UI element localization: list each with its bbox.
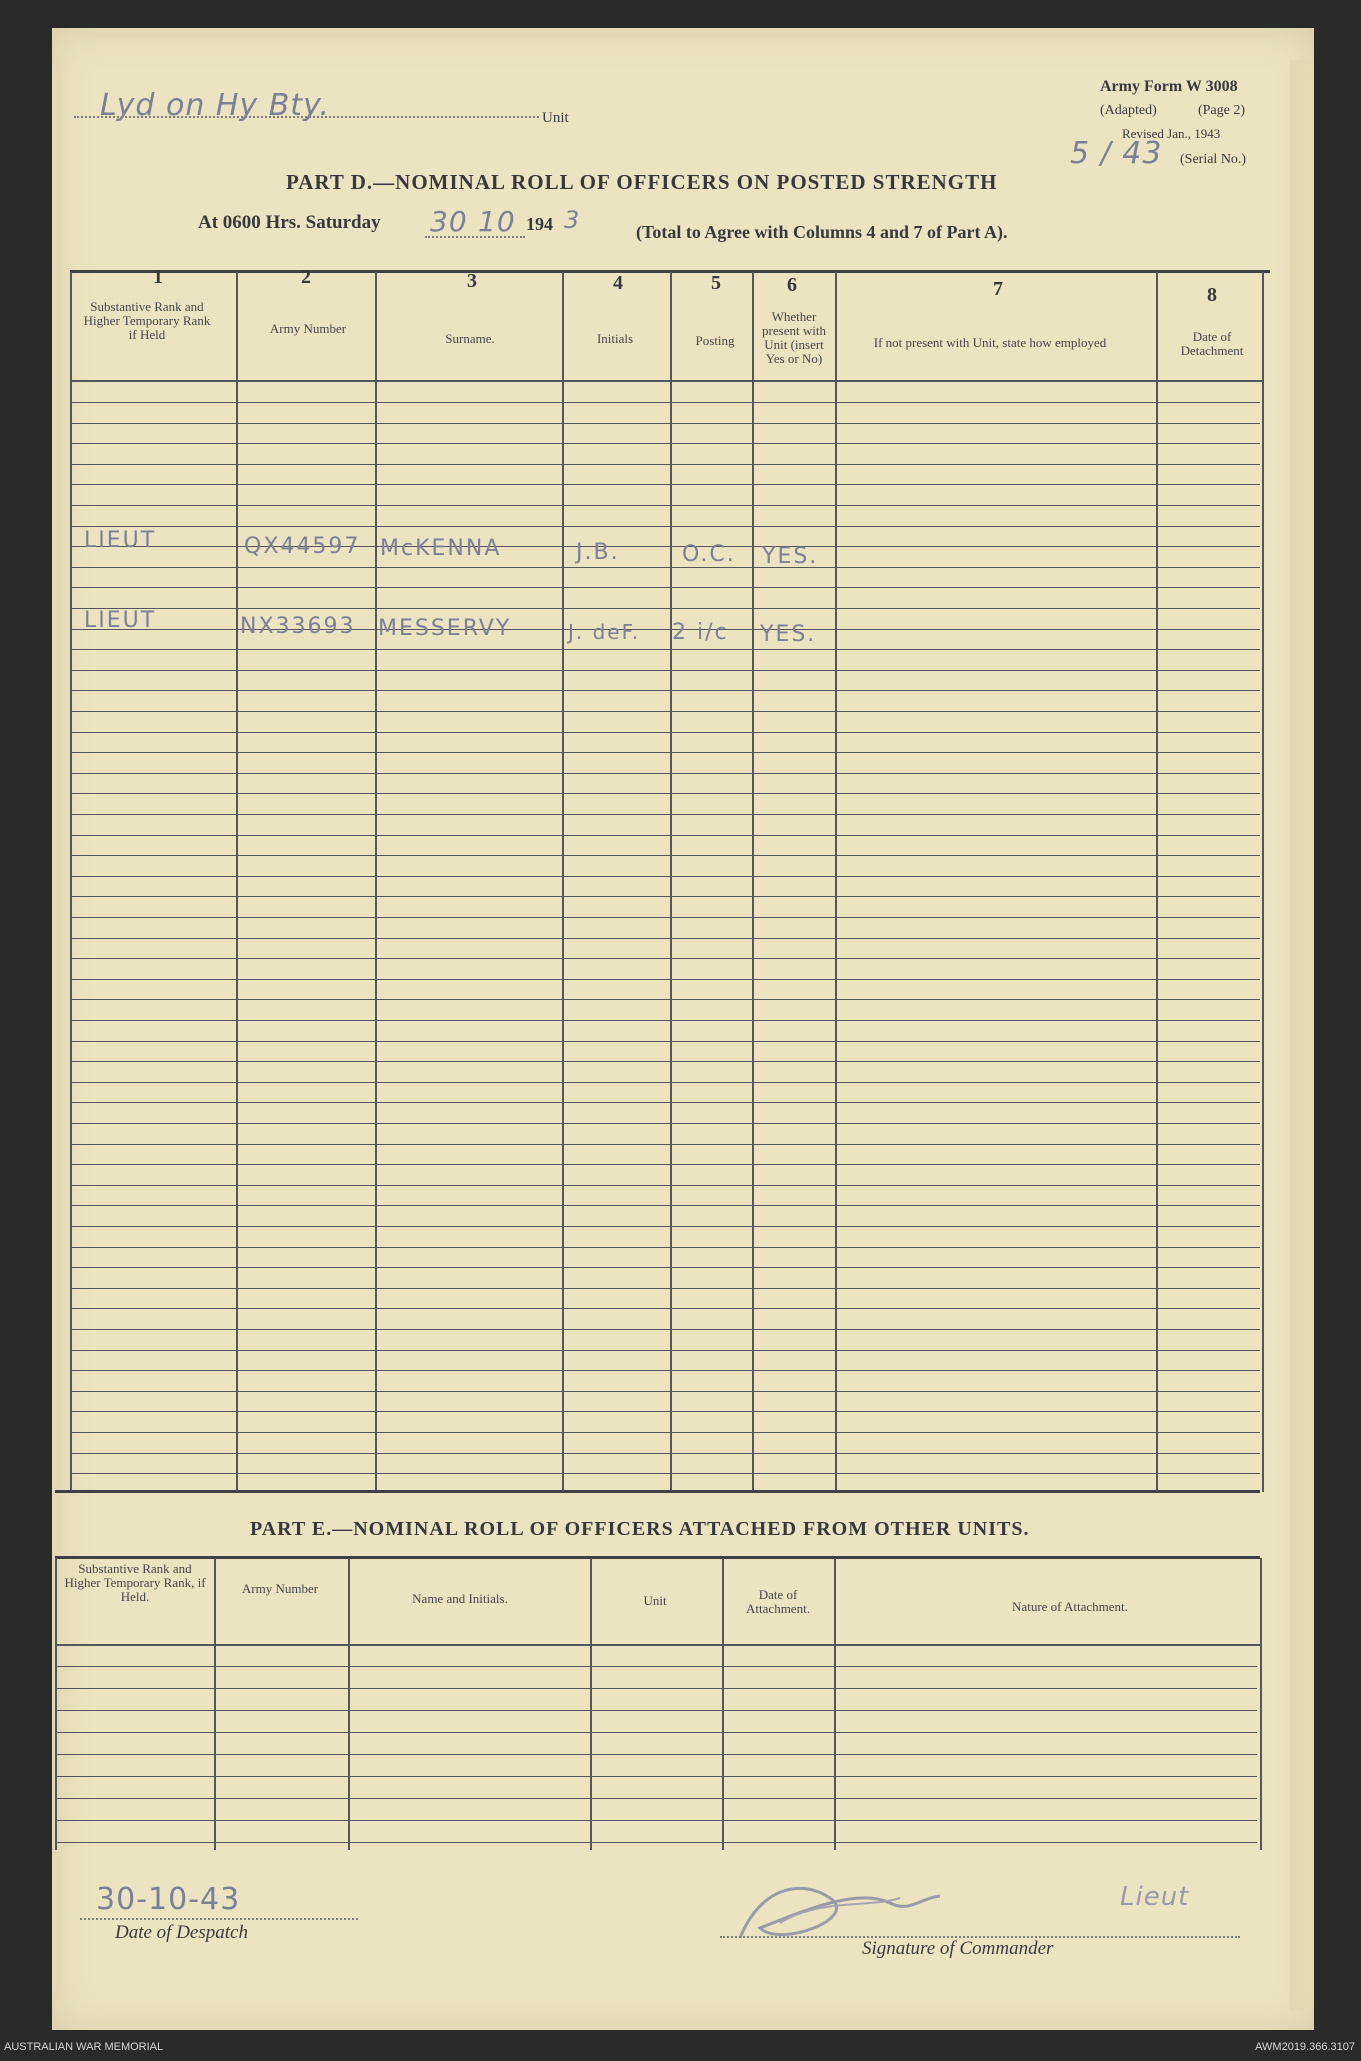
part-d-row-rule (72, 1350, 1260, 1351)
part-e-column-rule (348, 1558, 350, 1850)
row1-rank: LIEUT (84, 528, 157, 553)
part-d-row-rule (72, 1247, 1260, 1248)
despatch-label: Date of Despatch (115, 1922, 248, 1943)
row2-surname: MESSERVY (378, 616, 512, 641)
part-e-row-rule (57, 1754, 1257, 1755)
part-d-row-rule (72, 896, 1260, 897)
part-d-row-rule (72, 1473, 1260, 1474)
part-e-row-rule (57, 1842, 1257, 1843)
part-d-column-rule (562, 272, 564, 1492)
part-e-column-rule (722, 1558, 724, 1850)
col-header-posting: Posting (695, 333, 735, 348)
part-d-row-rule (72, 1267, 1260, 1268)
row2-initials: J. deF. (568, 620, 641, 644)
part-e-column-rule (590, 1558, 592, 1850)
e-header-name: Name and Initials. (412, 1591, 508, 1606)
e-header-army-number: Army Number (241, 1581, 319, 1596)
part-d-column-rule (670, 272, 672, 1492)
part-d-header-rule (70, 380, 1262, 382)
part-d-row-rule (72, 1205, 1260, 1206)
col-number-6: 6 (787, 274, 797, 296)
e-header-rank: Substantive Rank and Higher Temporary Rank, if Held. (64, 1561, 206, 1604)
part-e-column-rule (214, 1558, 216, 1850)
col-number-1: 1 (153, 266, 163, 288)
row2-posting: 2 i/c (672, 620, 729, 645)
total-note: (Total to Agree with Columns 4 and 7 of Part A). (636, 222, 1008, 242)
part-d-title: PART D.—NOMINAL ROLL OF OFFICERS ON POSTED STRENGTH (286, 170, 998, 194)
part-d-row-rule (72, 1061, 1260, 1062)
part-d-row-rule (72, 876, 1260, 877)
part-e-title: PART E.—NOMINAL ROLL OF OFFICERS ATTACHED FROM OTHER UNITS. (250, 1518, 1030, 1540)
col-number-7: 7 (993, 278, 1003, 300)
part-d-row-rule (72, 979, 1260, 980)
part-d-row-rule (72, 1020, 1260, 1021)
part-d-column-rule (375, 272, 377, 1492)
col-header-detachment: Date of Detachment (1180, 329, 1244, 358)
part-d-row-rule (72, 1391, 1260, 1392)
part-d-row-rule (72, 484, 1260, 485)
despatch-date: 30-10-43 (96, 1882, 241, 1917)
part-d-row-rule (72, 1102, 1260, 1103)
footer-left: AUSTRALIAN WAR MEMORIAL (4, 2041, 164, 2053)
part-d-row-rule (72, 835, 1260, 836)
date-day: 30 (430, 205, 468, 238)
e-header-unit: Unit (643, 1593, 667, 1608)
part-e-row-rule (57, 1688, 1257, 1689)
part-d-row-rule (72, 938, 1260, 939)
part-d-row-rule (72, 732, 1260, 733)
part-e-row-rule (57, 1776, 1257, 1777)
part-e-row-rule (57, 1666, 1257, 1667)
part-e-row-rule (57, 1820, 1257, 1821)
part-d-row-rule (72, 464, 1260, 465)
col-header-army-number: Army Number (269, 321, 347, 336)
part-d-row-rule (72, 608, 1260, 609)
e-header-date: Date of Attachment. (746, 1587, 810, 1616)
part-d-row-rule (72, 1370, 1260, 1371)
part-d-row-rule (72, 443, 1260, 444)
part-d-column-rule (1262, 272, 1264, 1492)
part-d-row-rule (72, 1288, 1260, 1289)
part-d-row-rule (72, 814, 1260, 815)
col-number-4: 4 (613, 272, 623, 294)
footer-right: AWM2019.366.3107 (1255, 2041, 1355, 2053)
part-d-row-rule (72, 1144, 1260, 1145)
col-header-employed: If not present with Unit, state how employed (873, 335, 1107, 350)
unit-dotted-line (74, 116, 539, 118)
row1-present: YES. (762, 544, 819, 569)
col-number-8: 8 (1207, 284, 1217, 306)
part-d-row-rule (72, 793, 1260, 794)
part-d-row-rule (72, 773, 1260, 774)
col-header-rank: Substantive Rank and Higher Temporary Rank if Held (83, 299, 211, 342)
part-d-row-rule (72, 855, 1260, 856)
row1-surname: McKENNA (380, 536, 502, 561)
part-d-column-rule (752, 272, 754, 1492)
part-e-row-rule (57, 1710, 1257, 1711)
row1-initials: J.B. (576, 540, 620, 565)
part-d-row-rule (72, 567, 1260, 568)
part-d-row-rule (72, 402, 1260, 403)
row2-rank: LIEUT (84, 608, 157, 633)
part-d-row-rule (72, 1329, 1260, 1330)
form-page: (Page 2) (1198, 103, 1246, 118)
part-d-row-rule (72, 1123, 1260, 1124)
serial-handwritten: 5 / 43 (1070, 136, 1163, 171)
part-d-row-rule (72, 1308, 1260, 1309)
part-d-row-rule (72, 587, 1260, 588)
part-d-row-rule (72, 917, 1260, 918)
part-e-header-bottom (55, 1644, 1260, 1646)
date-year-hand: 3 (564, 206, 581, 234)
part-d-row-rule (72, 1185, 1260, 1186)
row1-posting: O.C. (682, 542, 736, 567)
date-dotted-line (425, 236, 525, 238)
part-d-row-rule (72, 1082, 1260, 1083)
part-d-row-rule (72, 526, 1260, 527)
part-d-row-rule (72, 711, 1260, 712)
part-d-row-rule (72, 649, 1260, 650)
part-e-column-rule (55, 1558, 57, 1850)
part-d-column-rule (835, 272, 837, 1492)
part-d-row-rule (72, 1432, 1260, 1433)
part-e-row-rule (57, 1798, 1257, 1799)
part-e-header-rule (55, 1556, 1260, 1559)
form-revised: Revised Jan., 1943 (1122, 126, 1221, 141)
part-d-row-rule (72, 958, 1260, 959)
part-d-at-text: At 0600 Hrs. Saturday (198, 212, 381, 233)
form-adapted: (Adapted) (1100, 103, 1157, 118)
part-d-row-rule (72, 1411, 1260, 1412)
signature-label: Signature of Commander (862, 1938, 1054, 1959)
col-number-5: 5 (711, 272, 721, 294)
part-d-row-rule (72, 670, 1260, 671)
part-d-row-rule (72, 423, 1260, 424)
part-e-row-rule (57, 1732, 1257, 1733)
part-d-row-rule (72, 505, 1260, 506)
col-number-3: 3 (467, 270, 477, 292)
part-d-column-rule (236, 272, 238, 1492)
date-month: 10 (478, 205, 516, 238)
form-sheet (52, 28, 1314, 2030)
serial-label: (Serial No.) (1180, 152, 1247, 167)
part-d-column-rule (70, 272, 72, 1492)
signature-lieut: Lieut (1120, 1882, 1190, 1912)
part-d-row-rule (72, 1453, 1260, 1454)
part-e-top-rule (55, 1490, 1260, 1493)
row2-number: NX33693 (240, 614, 356, 639)
form-name: Army Form W 3008 (1100, 78, 1238, 95)
part-d-row-rule (72, 690, 1260, 691)
part-d-row-rule (72, 1164, 1260, 1165)
row1-number: QX44597 (244, 534, 361, 559)
col-header-initials: Initials (596, 331, 634, 346)
part-e-column-rule (1260, 1558, 1262, 1850)
unit-handwritten: Lyd on Hy Bty. (100, 88, 331, 123)
part-d-column-rule (1156, 272, 1158, 1492)
row2-present: YES. (760, 622, 817, 647)
col-header-present: Whether present with Unit (insert Yes or No) (762, 309, 826, 366)
part-d-row-rule (72, 752, 1260, 753)
despatch-dotted-line (80, 1918, 358, 1920)
part-d-row-rule (72, 1226, 1260, 1227)
col-header-surname: Surname. (445, 331, 495, 346)
date-year: 194 (526, 214, 553, 234)
part-d-row-rule (72, 999, 1260, 1000)
unit-label: Unit (542, 110, 569, 126)
part-d-row-rule (72, 1041, 1260, 1042)
col-number-2: 2 (301, 266, 311, 288)
part-e-column-rule (834, 1558, 836, 1850)
e-header-nature: Nature of Attachment. (1012, 1599, 1128, 1614)
paper-edge (1290, 60, 1310, 2010)
